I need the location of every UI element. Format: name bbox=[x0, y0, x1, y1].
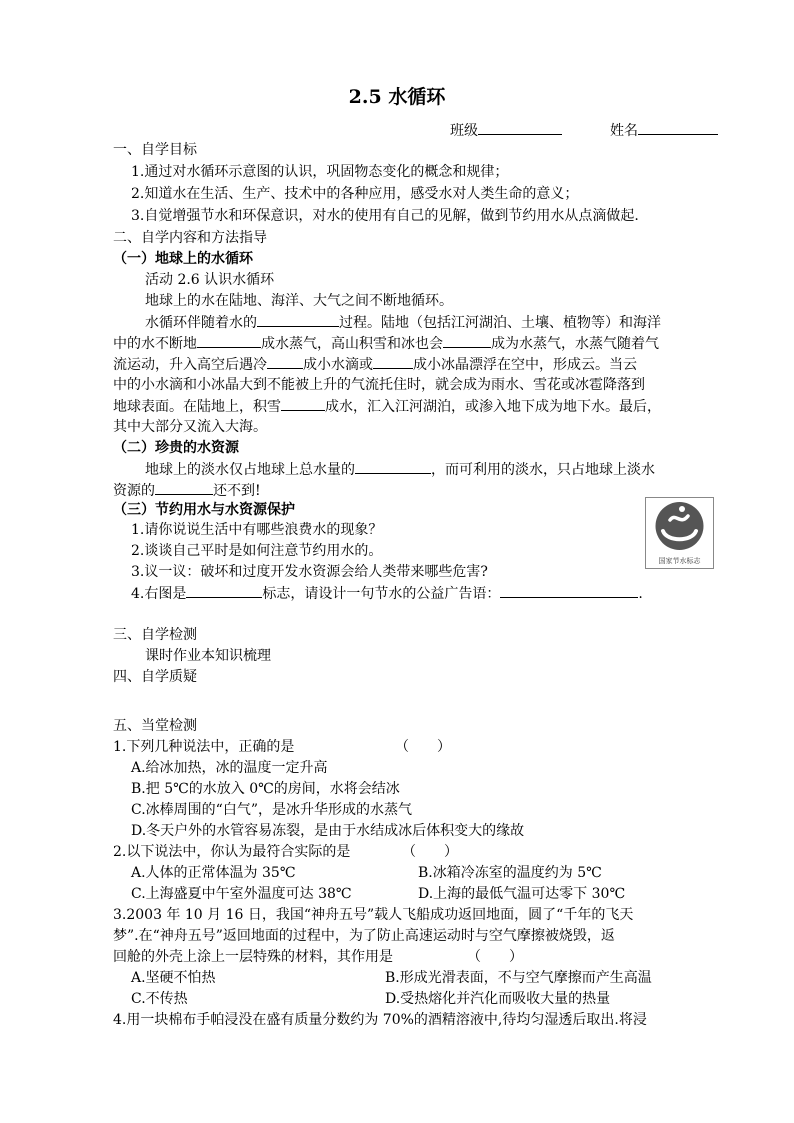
fill-blank[interactable] bbox=[257, 312, 339, 327]
water-saving-logo bbox=[645, 497, 714, 569]
fill-blank[interactable] bbox=[500, 583, 638, 598]
subsection-3-heading: （三）节约用水与水资源保护 bbox=[113, 502, 295, 518]
paragraph-line: 流运动，升入高空后遇冷 成小水滴或 成小冰晶漂浮在空中，形成云。当云 bbox=[113, 354, 637, 374]
logo-caption: 国家节水标志 bbox=[658, 557, 701, 565]
fill-blank[interactable] bbox=[186, 583, 262, 598]
option-a: A.坚硬不怕热 bbox=[131, 970, 216, 986]
option-a: A.人体的正常体温为 35℃ bbox=[131, 865, 296, 881]
question-stem: 1.下列几种说法中，正确的是 bbox=[113, 739, 295, 755]
option-d: D.冬天户外的水管容易冻裂，是由于水结成冰后体积变大的缘故 bbox=[131, 823, 525, 839]
subsection-2-heading: （二）珍贵的水资源 bbox=[113, 440, 239, 456]
subsection-1-heading: （一）地球上的水循环 bbox=[113, 251, 253, 267]
page-title: 2.5 水循环 bbox=[348, 86, 446, 108]
paragraph-line: 地球表面。在陆地上，积雪 成水，汇入江河湖泊，或渗入地下成为地下水。最后， bbox=[113, 396, 661, 416]
goal-item: 2.知道水在生活、生产、技术中的各种应用，感受水对人类生命的意义； bbox=[131, 186, 579, 202]
question-line: 3.议一议：破坏和过度开发水资源会给人类带来哪些危害? bbox=[131, 564, 488, 580]
answer-paren[interactable]: （ ） bbox=[402, 844, 458, 860]
paragraph-line: 其中大部分又流入大海。 bbox=[113, 419, 267, 435]
option-d: D.受热熔化并汽化而吸收大量的热量 bbox=[385, 991, 611, 1007]
class-blank[interactable] bbox=[478, 120, 562, 135]
fill-blank[interactable] bbox=[267, 354, 303, 369]
fill-blank[interactable] bbox=[155, 480, 213, 495]
option-d: D.上海的最低气温可达零下 30℃ bbox=[418, 886, 626, 902]
fill-blank[interactable] bbox=[281, 396, 325, 411]
section-4-heading: 四、自学质疑 bbox=[113, 669, 197, 685]
question-line: 2.谈谈自己平时是如何注意节约用水的。 bbox=[131, 543, 383, 559]
fill-blank[interactable] bbox=[443, 333, 491, 348]
class-label: 班级 bbox=[450, 123, 478, 139]
section-2-heading: 二、自学内容和方法指导 bbox=[113, 230, 267, 246]
paragraph-line: 水循环伴随着水的 过程。陆地（包括江河湖泊、土壤、植物等）和海洋 bbox=[145, 312, 661, 332]
option-c: C.上海盛夏中午室外温度可达 38℃ bbox=[131, 886, 352, 902]
name-label: 姓名 bbox=[610, 123, 638, 139]
option-b: B.冰箱冷冻室的温度约为 5℃ bbox=[418, 865, 602, 881]
answer-paren[interactable]: （ ） bbox=[467, 949, 523, 965]
option-c: C.不传热 bbox=[131, 991, 188, 1007]
option-b: B.形成光滑表面，不与空气摩擦而产生高温 bbox=[385, 970, 652, 986]
name-blank[interactable] bbox=[638, 120, 718, 135]
section-3-heading: 三、自学检测 bbox=[113, 627, 197, 643]
question-stem: 回舱的外壳上涂上一层特殊的材料，其作用是 bbox=[113, 949, 393, 965]
activity-label: 活动 2.6 认识水循环 bbox=[145, 272, 275, 288]
goal-item: 1.通过对水循环示意图的认识，巩固物态变化的概念和规律； bbox=[131, 164, 509, 180]
paragraph-line: 地球上的水在陆地、海洋、大气之间不断地循环。 bbox=[145, 293, 453, 309]
water-saving-logo-icon bbox=[646, 498, 713, 556]
question-stem: 梦”.在“神舟五号”返回地面的过程中，为了防止高速运动时与空气摩擦被烧毁，返 bbox=[113, 928, 615, 944]
paragraph-line: 课时作业本知识梳理 bbox=[145, 648, 271, 664]
goal-item: 3.自觉增强节水和环保意识，对水的使用有自己的见解，做到节约用水从点滴做起. bbox=[131, 208, 639, 224]
question-stem: 4.用一块棉布手帕浸没在盛有质量分数约为 70%的酒精溶液中,待均匀湿透后取出.将浸 bbox=[113, 1012, 647, 1028]
class-field[interactable] bbox=[450, 120, 562, 140]
section-1-heading: 一、自学目标 bbox=[113, 142, 197, 158]
paragraph-line: 地球上的淡水仅占地球上总水量的 ，而可利用的淡水，只占地球上淡水 bbox=[145, 459, 655, 479]
fill-blank[interactable] bbox=[197, 333, 261, 348]
option-c: C.冰棒周围的“白气”，是冰升华形成的水蒸气 bbox=[131, 802, 412, 818]
fill-blank[interactable] bbox=[355, 459, 431, 474]
name-field[interactable] bbox=[610, 120, 718, 140]
section-5-heading: 五、当堂检测 bbox=[113, 718, 197, 734]
paragraph-line: 资源的 还不到! bbox=[113, 480, 261, 500]
paragraph-line: 中的水不断地 成水蒸气，高山积雪和冰也会 成为水蒸气，水蒸气随着气 bbox=[113, 333, 659, 353]
question-line: 1.请你说说生活中有哪些浪费水的现象？ bbox=[131, 522, 383, 538]
answer-paren[interactable]: （ ） bbox=[395, 739, 451, 755]
question-stem: 2.以下说法中，你认为最符合实际的是 bbox=[113, 844, 351, 860]
question-stem: 3.2003 年 10 月 16 日，我国“神舟五号”载人飞船成功返回地面，圆了“千年的飞天 bbox=[113, 907, 634, 923]
paragraph-line: 中的小水滴和小冰晶大到不能被上升的气流托住时，就会成为雨水、雪花或冰雹降落到 bbox=[113, 377, 645, 393]
fill-blank[interactable] bbox=[373, 354, 413, 369]
question-line: 4.右图是 标志，请设计一句节水的公益广告语： . bbox=[131, 583, 643, 603]
option-b: B.把 5℃的水放入 0℃的房间，水将会结冰 bbox=[131, 781, 400, 797]
option-a: A.给冰加热，冰的温度一定升高 bbox=[131, 760, 328, 776]
